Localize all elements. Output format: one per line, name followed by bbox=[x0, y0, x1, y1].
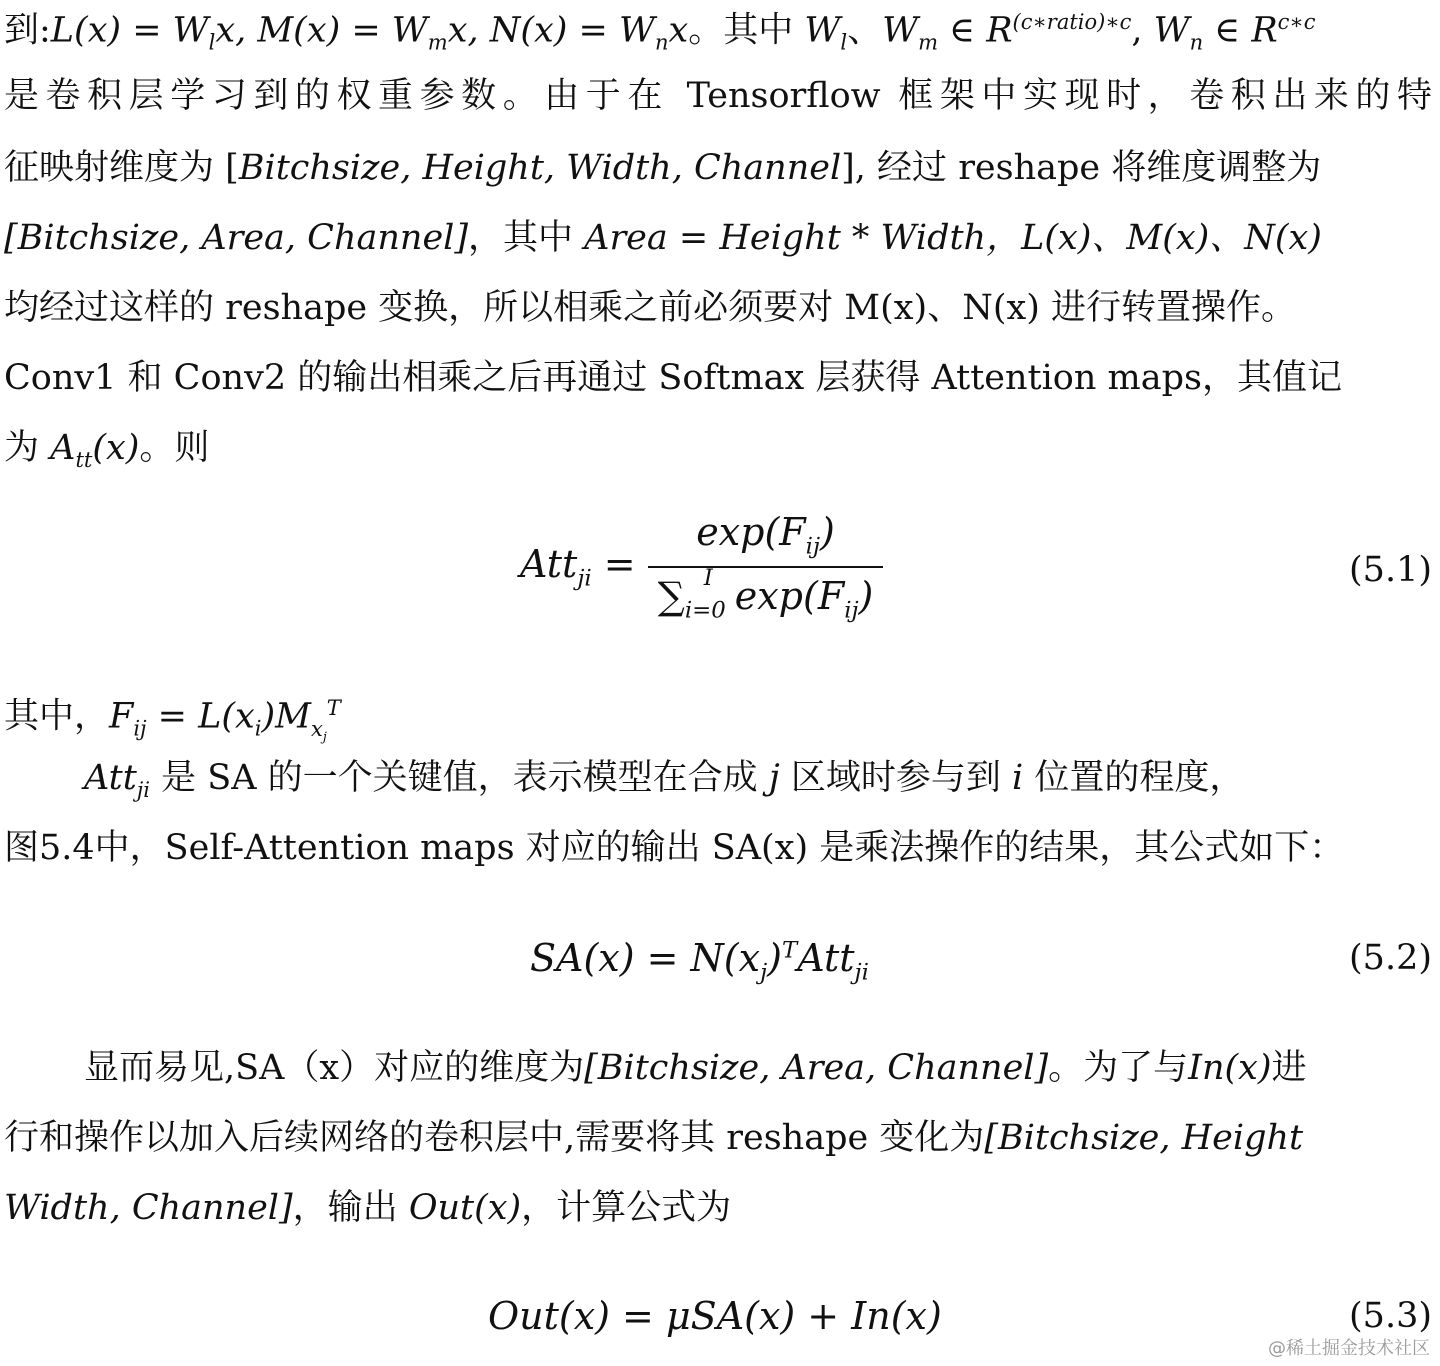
text-line: Width, Channel]，输出 Out(x)，计算公式为 bbox=[4, 1188, 732, 1228]
text-line: 征映射维度为 [Bitchsize, Height, Width, Channel], 经过 reshape 将维度调整为 bbox=[4, 148, 1322, 188]
watermark: @稀土掘金技术社区 bbox=[1268, 1338, 1430, 1359]
text-line: 为 $A_{tt}(x)$。则 bbox=[4, 428, 210, 472]
text-line: 图5.4中，Self-Attention maps 对应的输出 SA(x) 是乘法操作的结果，其公式如下： bbox=[4, 828, 1345, 868]
text-line: 显而易见,SA（x）对应的维度为[Bitchsize, Area, Channel]。为了与In(x)进 bbox=[84, 1048, 1307, 1088]
equation-number: (5.2) bbox=[1349, 938, 1432, 978]
fraction: $\frac{\exp(F_{ij})}{\sum_{i=0}^I \exp(F_{ij})}$ bbox=[648, 510, 884, 623]
equation-5-2: $SA(x) = N(x_j)^TAtt_{ji}$ (5.2) bbox=[530, 936, 1432, 986]
equation-number: (5.1) bbox=[1349, 550, 1432, 590]
text-line: 行和操作以加入后续网络的卷积层中,需要将其 reshape 变化为[Bitchsize, Height bbox=[4, 1118, 1304, 1158]
text-line: 均经过这样的 reshape 变换，所以相乘之前必须要对 M(x)、N(x) 进行转置操作。 bbox=[4, 288, 1296, 328]
equation-5-3: Out(x) = μSA(x) + In(x) (5.3) bbox=[488, 1294, 1432, 1338]
equation-number: (5.3) bbox=[1349, 1296, 1432, 1336]
text-line: 到:L(x) = $W_lx$, $M(x) = W_mx$, $N(x) = W_nx$。其中 $W_l$、$W_m$ ∈ $R^{(c∗ratio)∗c}$, $W_n$ ∈ $R^{c∗c}$ bbox=[4, 10, 1316, 55]
text-line: 其中，$F_{ij} = L(x_i)M_{x_j}^T$ bbox=[4, 696, 341, 744]
text-line: [Bitchsize, Area, Channel]，其中 Area = Height * Width，L(x)、M(x)、N(x) bbox=[4, 218, 1322, 258]
text-line: 是卷积层学习到的权重参数。由于在 Tensorflow 框架中实现时，卷积出来的特 bbox=[4, 76, 1432, 116]
text-line: Att$_{ji}$ 是 SA 的一个关键值，表示模型在合成 j 区域时参与到 i 位置的程度， bbox=[84, 758, 1245, 802]
equation-5-1: Att$_{ji}$ = $\frac{\exp(F_{ij})}{\sum_{i=0}^I \exp(F_{ij})}$ (5.1) bbox=[520, 510, 1432, 624]
text-line: Conv1 和 Conv2 的输出相乘之后再通过 Softmax 层获得 Attention maps，其值记 bbox=[4, 358, 1342, 398]
